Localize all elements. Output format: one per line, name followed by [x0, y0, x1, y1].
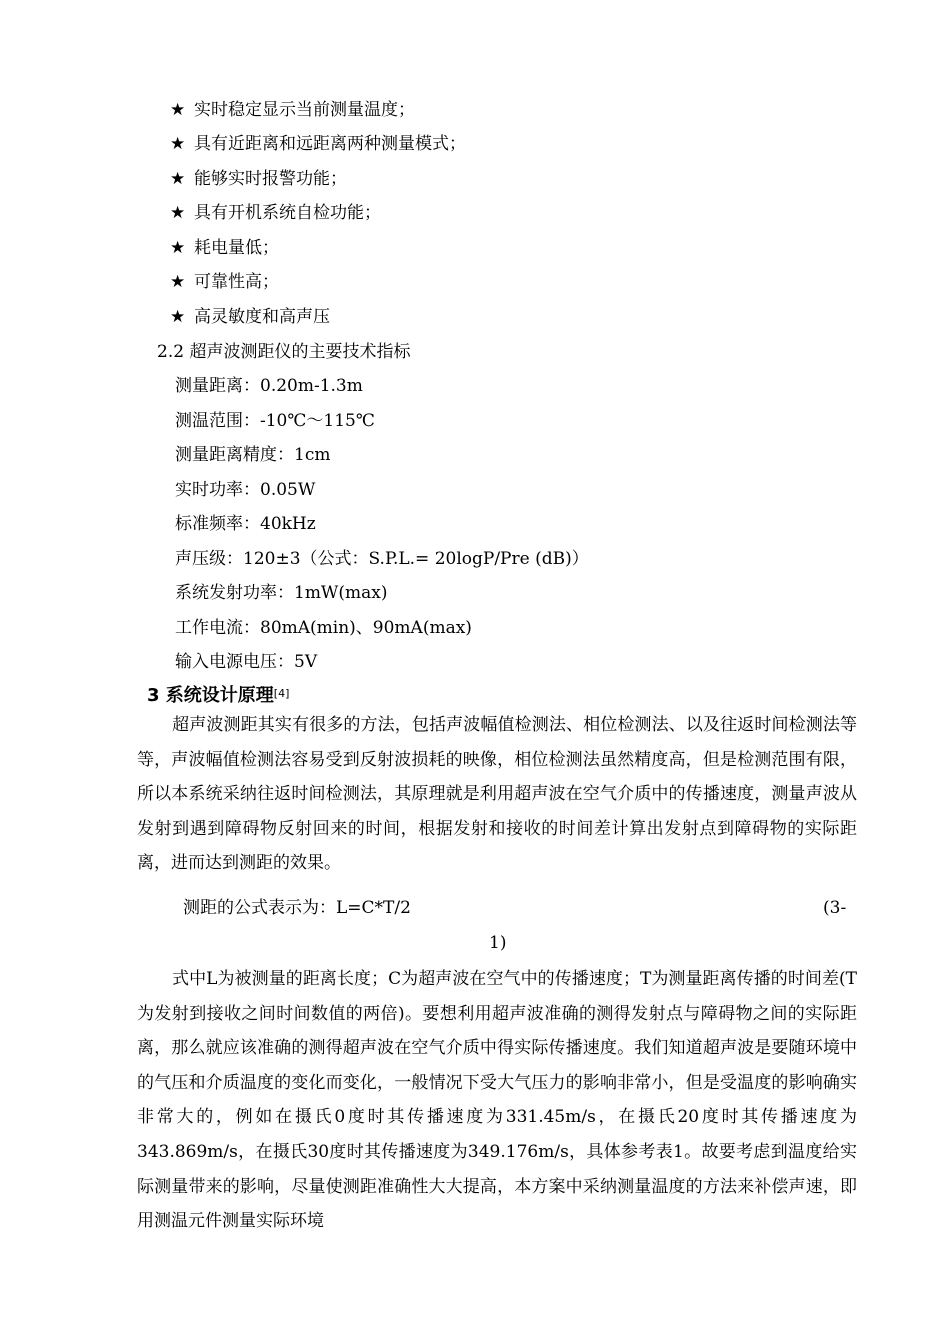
- star-icon: ★: [170, 134, 186, 154]
- formula: 测距的公式表示为：L=C*T/2: [183, 898, 411, 918]
- formula-number: (3-: [823, 898, 847, 918]
- feature-text: 具有近距离和远距离两种测量模式；: [194, 134, 466, 154]
- feature-item: [170, 201, 381, 225]
- star-icon: ★: [170, 238, 186, 258]
- section-2-2-title: 2.2 超声波测距仪的主要技术指标: [157, 342, 411, 362]
- feature-item: [170, 132, 466, 156]
- spec-item: 实时功率：0.05W: [175, 480, 316, 500]
- spec-item: 标准频率：40kHz: [175, 514, 316, 534]
- section-3-heading: [147, 684, 289, 708]
- spec-item: 测温范围：-10℃～115℃: [175, 411, 375, 431]
- feature-item: [170, 236, 279, 260]
- paragraph-text: 式中L为被测量的距离长度；C为超声波在空气中的传播速度；T为测量距离传播的时间差(T为发射到接收之间时间数值的两倍)。要想利用超声波准确的测得发射点与障碍物之间的实际距离，那么就应该准确的测得超声波在空气介质中得实际传播速度。我们知道超声波是要随环境中的气压和介质温度的变化而变化，一般情况下受大气压力的影响非常小，但是受温度的影响确实非常大的，例如在摄氏0度时其传播速度为331.45m/s，在摄氏20度时其传播速度为343.869m/s，在摄氏30度时其传播速度为349.176m/s，具体参考表1。故要考虑到温度给实际测量带来的影响，尽量使测距准确性大大提高，本方案中采纳测量温度的方法来补偿声速，即用测温元件测量实际环境: [137, 969, 857, 1232]
- feature-item: [170, 98, 415, 122]
- spec-item: 输入电源电压：5V: [175, 652, 318, 672]
- feature-item: [170, 270, 279, 294]
- feature-item: [170, 167, 347, 191]
- star-icon: ★: [170, 272, 186, 292]
- formula-number-continued: 1): [489, 933, 507, 953]
- feature-text: 高灵敏度和高声压: [194, 307, 330, 327]
- feature-text: 可靠性高；: [194, 272, 279, 292]
- star-icon: ★: [170, 169, 186, 189]
- spec-item: 测量距离精度：1cm: [175, 445, 331, 465]
- section-3-title: 3 系统设计原理: [147, 685, 274, 706]
- paragraph-principle: [137, 708, 857, 881]
- star-icon: ★: [170, 307, 186, 327]
- spec-item: 声压级：120±3（公式：S.P.L.= 20logP/Pre (dB)）: [175, 549, 589, 569]
- feature-text: 实时稳定显示当前测量温度；: [194, 100, 415, 120]
- feature-text: 耗电量低；: [194, 238, 279, 258]
- paragraph-formula-explanation: [137, 962, 857, 1239]
- feature-text: 能够实时报警功能；: [194, 169, 347, 189]
- star-icon: ★: [170, 203, 186, 223]
- spec-item: 系统发射功率：1mW(max): [175, 583, 388, 603]
- reference-mark: [4]: [273, 687, 290, 700]
- feature-text: 具有开机系统自检功能；: [194, 203, 381, 223]
- star-icon: ★: [170, 100, 186, 120]
- paragraph-text: 超声波测距其实有很多的方法，包括声波幅值检测法、相位检测法、以及往返时间检测法等等，声波幅值检测法容易受到反射波损耗的映像，相位检测法虽然精度高，但是检测范围有限，所以本系统采纳往返时间检测法，其原理就是利用超声波在空气介质中的传播速度，测量声波从发射到遇到障碍物反射回来的时间，根据发射和接收的时间差计算出发射点到障碍物的实际距离，进而达到测距的效果。: [137, 715, 857, 874]
- feature-item: [170, 305, 330, 329]
- spec-item: 测量距离：0.20m-1.3m: [175, 376, 363, 396]
- spec-item: 工作电流：80mA(min)、90mA(max): [175, 618, 472, 638]
